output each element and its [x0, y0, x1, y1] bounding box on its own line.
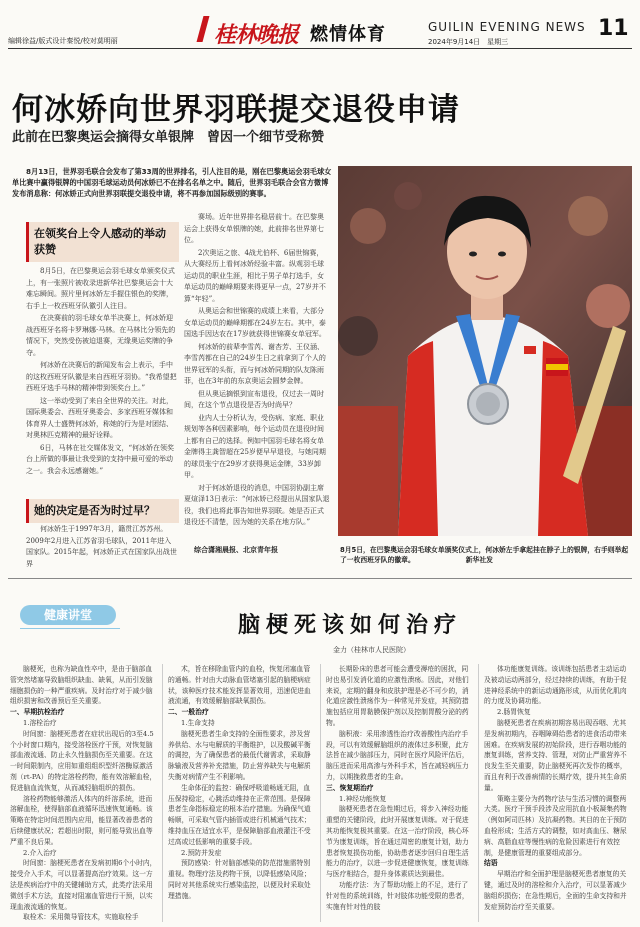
article-column-1b: [26, 524, 178, 570]
article-lead: [12, 166, 332, 199]
column-separator: [162, 664, 163, 922]
paragraph: 时间窗：脑梗死患者在症状出现后的3至4.5个小时窗口期内，接受溶栓医疗干预，对恢复脑部血液流通、防止永久性脑损伤至关重要。在这一时间限制内，应用如重组组织型纤溶酶原激活剂（rt-PA）的特定溶栓药物，能有效溶解血栓，促进脑血流恢复，从而减轻脑组织的损伤。: [10, 729, 157, 792]
paragraph: 6日，马林在社交媒体发文，“何冰娇在领奖台上所做的事最让我受到的支持中最可爱的举动之一。我会永远感谢她。”: [26, 443, 175, 475]
paper-english-name: GUILIN EVENING NEWS: [428, 20, 586, 34]
paragraph: 脑梗死患者在急性期过后，将步入神经功能重塑的关键阶段，此时开展康复训练。对于促进其功能恢复极其重要。在这一治疗阶段，核心环节为康复训练，旨在通过周密的康复计划，助力患者恢复损伤功能，协助患者逐步回归自理生活能力的治疗，以进一步促进健康恢复，康复训练与医疗相结合，提升身体素质达到最佳。: [326, 805, 469, 879]
column-separator: [478, 664, 479, 922]
health-subheading: 三、恢复期治疗: [326, 783, 374, 792]
subsection-heading-2: 她的决定是否为时过早？: [26, 499, 179, 523]
paragraph: 溶栓药物能够激活人体内的纤溶系统，进而溶解血栓，使得脑部血液循环迅速恢复通畅。该策略在特定时间范围内应用，能显著改善患者的后续健康状况；若超出时限，则可能导致出血等严重不良后果。: [10, 794, 153, 846]
paragraph: 早期治疗和全面护理是脑梗死患者康复的关键，通过及时的溶栓和介入治疗，可以显著减少脑组织损伤；在急性期后，全面的生命支持和并发症预防治疗至关重要。: [484, 870, 627, 911]
health-tag: 健康讲堂: [20, 605, 116, 625]
lead-paragraph: 8月13日，世界羽毛联合会发布了第33周的世界排名，引人注目的是，刚在巴黎奥运会羽毛球女单比赛中赢得银牌的中国羽毛球运动员何冰娇已不在排名名单之中。随后，世界羽毛联合会官方微博发布消息称：何冰娇正式向世界羽联提交退役申请，将不再参加国际级别的赛事。: [12, 167, 332, 198]
column-separator: [320, 664, 321, 922]
paragraph: 体功能康复训练。该训练包括患者主动运动及被动运动两部分，经过持续的训练，有助于促进神经系统中的新运动通路形成，从而优化肌肉的力度及协调功能。: [484, 665, 627, 706]
article-column-2: [184, 212, 330, 540]
article-byline: 综合潇湘晨报、北京青年报: [194, 546, 278, 554]
health-column-4: [484, 664, 632, 922]
section-title: 燃情体育: [310, 24, 386, 45]
photo-caption: 8月5日，在巴黎奥运会羽毛球女单颁奖仪式上，何冰娇左手拿起挂在脖子上的银牌，右手则举起了一枚西班牙队的徽章。 新华社发: [340, 546, 629, 564]
paragraph: 2次奥运之旅、4战尤伯杯、6届世锦赛，从大赛经历上看何冰娇经验丰富。纵观羽毛球运动员的职业生涯，相比于男子单打选手，女单运动员的巅峰期要来得更早一点，27岁并不算“年轻”。: [184, 248, 326, 303]
health-column-1: [10, 664, 158, 922]
paragraph: 何冰娇生于1997年3月，籍贯江苏苏州。2009年2月进入江苏省羽毛球队，2011年进入国家队。2015年起，何冰娇正式在国家队出战世界: [26, 525, 177, 568]
issue-date: 2024年9月14日 星期三: [428, 38, 509, 46]
paragraph: 预防感染：针对脑部感染的防范措施需特别重视。物理疗法及药物干预，以降低感染风险；同时对其他系统实行感染监控，以便及时采取处理措施。: [168, 859, 311, 900]
article-column-1a: [26, 266, 178, 498]
paragraph: 脑梗死患者生命支持的全面性要求，涉及营养供给、水与电解质的平衡维护，以及酸碱平衡的调控，为了确保患者的最低代谢需求，采取静脉输液及营养补充措施，防止营养缺失与电解质失衡对病情产生不利影响。: [168, 729, 311, 781]
paragraph: 2.肠胃恢复: [497, 708, 531, 717]
paragraph: 时间窗：脑梗死患者在发病初期6个小时内，接受介入手术，可以显著提高治疗效果。这一方法是疾病治疗中的关键辅助方式，此类疗法采用微创手术方法，直接对阻塞血管进行干预，以实现血液流通的恢复。: [10, 859, 157, 911]
paragraph: 脑梗死，也称为缺血性卒中，是由于脑部血管突然堵塞导致脑组织缺血、缺氧，从而引发脑细胞损伤的一种严重疾病。及时治疗对于减少脑组织损害和改善预后至关重要。: [10, 665, 153, 706]
logo-mark: [197, 16, 210, 42]
health-column-3: [326, 664, 474, 922]
subsection-heading-1: 在领奖台上令人感动的举动获赞: [26, 222, 179, 262]
paragraph: 1.神经功能恢复: [339, 794, 387, 803]
paragraph: 8月5日，在巴黎奥运会羽毛球女单颁奖仪式上，有一张照片被收录进新华社巴黎奥运会十大难忘瞬间。照片里何冰娇左手握住银色的奖牌，右手上一枚西班牙队徽引人注目。: [26, 267, 175, 310]
paragraph: 何冰娇在决赛后的新闻发布会上表示，手中的这枚西班牙队徽是来自西班牙羽协。“我希望把西班牙选手马林的精神带到领奖台上。”: [26, 361, 177, 392]
article-headline: 何冰娇向世界羽联提交退役申请: [12, 92, 460, 128]
paragraph: 对于何冰娇退役的消息，中国羽协副主席夏煊泽13日表示：“何冰娇已经提出从国家队退役，我们也将此事告知世界羽联。她是否正式退役还不清楚，因为她的关系在地方队。”: [184, 483, 330, 526]
health-author: 金力（桂林市人民医院）: [333, 646, 410, 654]
paragraph: 从奥运会和世锦赛的成绩上来看，大部分女单运动员的巅峰期都在24岁左右。其中，泰国选手因达农在17岁就获得世锦赛女单冠军。: [184, 307, 326, 338]
health-subheading: 二、一般治疗: [168, 708, 209, 717]
paragraph: 何冰娇的前辈李雪芮、谢杏芳、王仪涵、李雪芮都在自己的24岁生日之前拿到了个人的世界冠军的头衔，而与何冰娇同期的队友陈雨菲，也在3年前的东京奥运会圆梦金牌。: [184, 342, 326, 385]
paragraph: 策略主要分为药物疗法与生活习惯的调整两大类。医疗干预手段涉及应用抗血小板凝集药物（例如阿司匹林）及抗凝药物。其目的在于预防血栓形成；生活方式的调整，如对高血压、糖尿病、高脂血症等慢性病的危险因素进行有效控制，是健康管理的重要组成部分。: [484, 794, 627, 857]
athlete-photo: [338, 166, 632, 536]
health-subheading: 结语: [484, 859, 498, 868]
paragraph: 在决赛前的羽毛球女单半决赛上，何冰娇迎战西班牙名将卡罗琳娜·马林。在马林比分领先的情况下，突然受伤被迫退赛，无缘奥运奖牌的争夺。: [26, 314, 176, 357]
paragraph: 脑积液：采用渗透性治疗改善酸性内治疗手段，可以有效缓解脑组织的液体过多积聚，此方法旨在减少脑部压力，同时在医疗风险评估后，脑压进而采用高渗与外科手术，旨在减轻病压力力，以期挽救患者的生命。: [326, 729, 469, 781]
paragraph: 但从奥运摘银到宣布退役，仅过去一周时间，在这个节点退役是否为时尚早？: [184, 389, 324, 409]
paragraph: 2.预防并发症: [181, 848, 222, 857]
paragraph: 取栓术：采用微导管技术，实施取栓手: [23, 913, 139, 922]
paragraph: 脑梗死患者在疾病初期容易出现吞咽、尤其是发病初期内，吞咽障碍给患者的进食活动带来困难。在疾病发展的初始阶段，进行吞咽功能的康复训练，营养支持、管理，对防止严重营养不良发生至关重要，防止脑梗死再次发作的概率，而且有利于改善病情的长期疗效，提升其生命质量。: [484, 718, 627, 792]
newspaper-logo: 桂林晚报: [214, 22, 299, 48]
masthead-divider: [8, 48, 632, 49]
paragraph: 业内人士分析认为，受伤病、家庭、职业规划等各种因素影响，每个运动员在退役时间上都有自己的选择。例如中国羽毛球名将女单金牌得主龚智超在25岁便早早退役，与她同期的球员张宁在29岁才获得奥运金牌，33岁卸甲。: [184, 413, 326, 479]
paragraph: 2.介入治疗: [23, 848, 57, 857]
section-divider: [8, 578, 632, 579]
photo-illustration: [338, 166, 632, 536]
paragraph: 功能疗法：为了帮助功能上的不足，进行了针对性的系统训练，针对肢体功能受限的患者，实施有针对性的肢: [326, 880, 469, 911]
page-number: 11: [598, 16, 629, 41]
paragraph: 生命体征的监控：确保呼吸道畅通无阻，血压保持稳定，心跳活动维持在正常范围。是保障患者生命指标稳定的根本治疗措施。为确保气道畅顺，可采取气管内插管或进行机械通气技术；维持血压在适宜水平，是保障脑部血液灌注不受过高或过低影响的重要手段。: [168, 783, 311, 846]
page-credits: 编辑徐益/版式设计秦悦/校对莫明丽: [8, 37, 118, 45]
paragraph: 赛场。近年世界排名稳居前十。在巴黎奥运会上获得女单银牌的她，此前排名世界第七位。: [184, 213, 324, 244]
health-tag-underline: [20, 628, 120, 629]
article-subhead: 此前在巴黎奥运会摘得女单银牌 曾因一个细节受称赞: [12, 130, 325, 145]
health-article-title: 脑梗死该如何治疗: [238, 612, 463, 638]
paragraph: 长期卧床的患者可能会遭受褥疮的困扰，同时也易引发消化道的应激性溃疡。因此，对他们来说，定期的翻身和皮肤护理是必不可少的，消化道应激性溃疡作为一种常见并发症，其预防措施包括应用胃黏膜保护剂以及控制胃酸分泌的药物。: [326, 665, 469, 727]
health-column-2: [168, 664, 316, 922]
paragraph: 1.生命支持: [181, 718, 215, 727]
paragraph: 术，旨在移除血管内的血栓，恢复闭塞血管的通畅。针对由大动脉血管堵塞引起的脑梗病症状，该种医疗技术能发挥显著效用，迅速促进血液流通，有效缓解脑部缺氧损伤。: [168, 665, 311, 706]
health-subheading: 一、早期抗栓治疗: [10, 708, 65, 717]
paragraph: 这一举动受到了来自全世界的关注。对此，国际奥委会、西班牙奥委会、多家西班牙媒体和体育界人士盛赞何冰娇，称她的行为是对团结、对奥林匹克精神的最好诠释。: [26, 396, 173, 439]
paragraph: 1.溶栓治疗: [23, 718, 57, 727]
